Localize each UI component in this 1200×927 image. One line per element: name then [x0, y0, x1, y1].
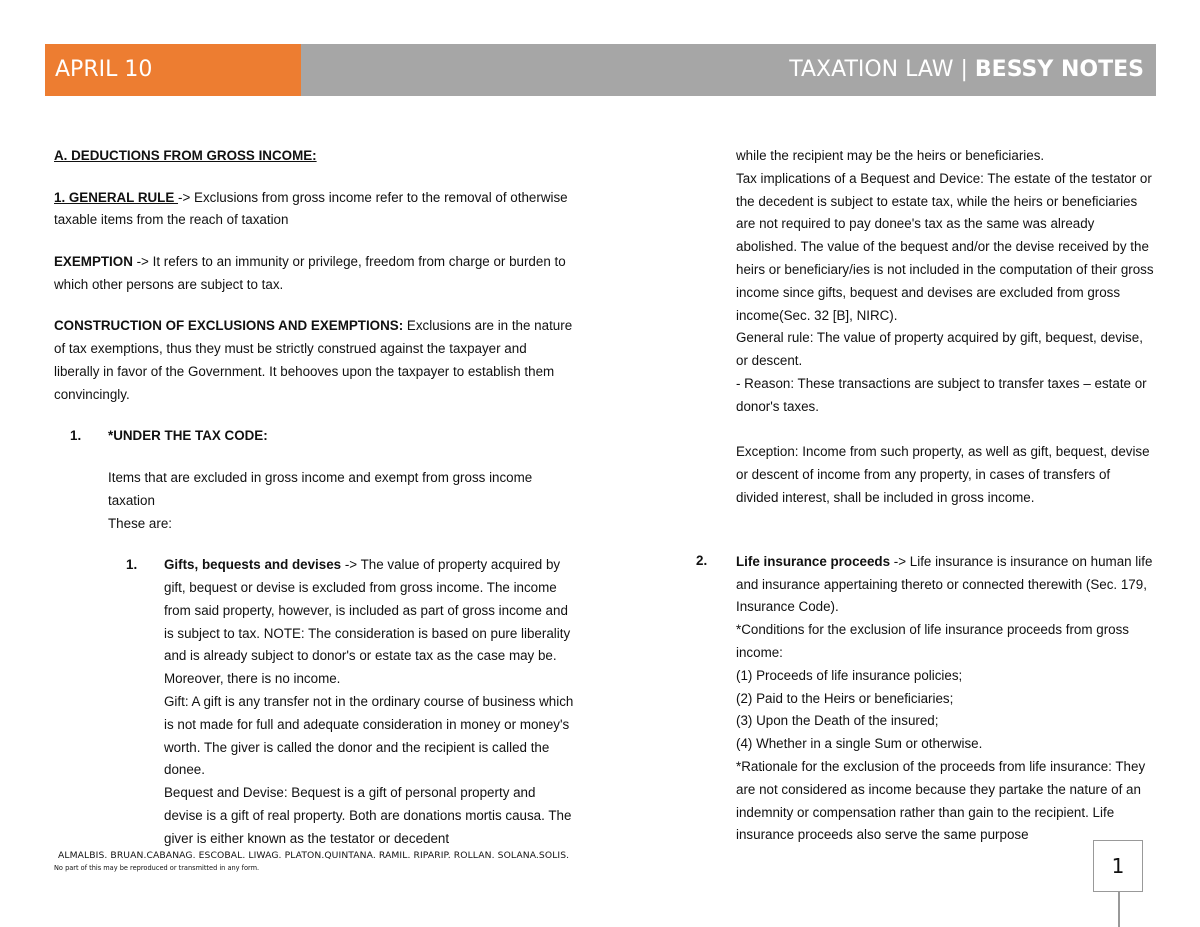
list-item-gifts — [54, 554, 574, 850]
life-insurance-title: Life insurance proceeds — [736, 553, 891, 569]
gifts-paragraph — [164, 554, 574, 691]
life-insurance-text: -> Life insurance is insurance on human life and insurance appertaining thereto or connected therewith (Sec. 179, Insurance Code). — [736, 553, 1153, 615]
recipient-text: while the recipient may be the heirs or beneficiaries. — [736, 148, 1045, 163]
exemption-label: EXEMPTION — [54, 253, 133, 269]
general-rule-text: -> Exclusions from gross income refer to the removal of otherwise taxable items from the reach of taxation — [54, 189, 568, 228]
reason-text: - Reason: These transactions are subject to transfer taxes – estate or donor's taxes. — [736, 375, 1147, 414]
list-number-life-insurance: 2. — [696, 553, 708, 568]
list-number: 1. — [70, 428, 82, 444]
rationale-text: *Rationale for the exclusion of the proceeds from life insurance: They are not considered as income because they partake the nature of an indemnity or compensation rather than gain to the recipient. Life insurance proceeds also serve the same purpose — [736, 758, 1146, 843]
condition-1: (1) Proceeds of life insurance policies; — [736, 667, 963, 683]
page-number-line — [1118, 892, 1120, 927]
excluded-items-text: Items that are excluded in gross income and exempt from gross income taxation — [108, 469, 533, 508]
construction-label: CONSTRUCTION OF EXCLUSIONS AND EXEMPTIONS: — [54, 318, 404, 334]
list-item-title: *UNDER THE TAX CODE: — [108, 428, 268, 444]
gifts-text: -> The value of property acquired by gift, bequest or devise is excluded from gross income. The income from said property, however, is included as part of gross income and is subject to tax. NOTE: The consideration is based on pure liberality and is already subject to donor's or estate tax as the case may be. Moreover, there is no income. — [164, 557, 571, 687]
gift-definition: Gift: A gift is any transfer not in the ordinary course of business which is not made for full and adequate consideration in money or money's worth. The giver is called the donor and the recipient is called the donee. — [164, 693, 574, 778]
list-item-tax-code — [54, 425, 574, 448]
header-date: APRIL 10 — [45, 44, 301, 96]
left-column — [54, 145, 574, 851]
condition-2: (2) Paid to the Heirs or beneficiaries; — [736, 690, 954, 706]
exception-text: Exception: Income from such property, as well as gift, bequest, devise or descent of income from any property, in cases of transfers of divided interest, shall be included in gross income. — [736, 444, 1150, 505]
construction-paragraph — [54, 315, 574, 406]
general-rule-paragraph — [54, 187, 574, 233]
exemption-text: -> It refers to an immunity or privilege, freedom from charge or burden to which other persons are subject to tax. — [54, 253, 566, 292]
page-number: 1 — [1093, 840, 1143, 892]
sublist-number: 1. — [126, 557, 138, 573]
footer-notice: No part of this may be reproduced or transmitted in any form. — [54, 864, 260, 872]
header-title-prefix: TAXATION LAW | — [789, 57, 975, 82]
gifts-title: Gifts, bequests and devises — [164, 557, 342, 573]
exemption-paragraph — [54, 251, 574, 297]
general-rule-text-right: General rule: The value of property acquired by gift, bequest, devise, or descent. — [736, 330, 1143, 369]
bequest-definition: Bequest and Devise: Bequest is a gift of personal property and devise is a gift of real property. Both are donations mortis causa. The giver is either known as the testator or decedent — [164, 785, 572, 846]
these-are-text: These are: — [108, 515, 173, 531]
section-heading: A. DEDUCTIONS FROM GROSS INCOME: — [54, 148, 317, 163]
condition-3: (3) Upon the Death of the insured; — [736, 713, 939, 729]
conditions-text: *Conditions for the exclusion of life insurance proceeds from gross income: — [736, 622, 1129, 660]
header-title — [301, 44, 1156, 96]
construction-text: Exclusions are in the nature of tax exemptions, thus they must be strictly construed against the taxpayer and liberally in favor of the Government. It behooves upon the taxpayer to establish them convincingly. — [54, 318, 573, 402]
right-column — [736, 145, 1156, 847]
life-insurance-paragraph — [736, 551, 1156, 619]
footer-authors: ALMALBIS. BRUAN.CABANAG. ESCOBAL. LIWAG. PLATON.QUINTANA. RAMIL. RIPARIP. ROLLAN. SOLANA.SOLIS. — [58, 850, 570, 861]
general-rule-label: 1. GENERAL RULE — [54, 189, 179, 205]
header-title-bold: BESSY NOTES — [974, 57, 1144, 82]
tax-implications-text: Tax implications of a Bequest and Device: The estate of the testator or the decedent is subject to estate tax, while the heirs or beneficiaries are not required to pay donee's tax as the same was already abolished. The value of the bequest and/or the devise received by the heirs or beneficiary/ies is not included in the computation of their gross income since gifts, bequest and devises are excluded from gross income(Sec. 32 [B], NIRC). — [736, 170, 1154, 323]
condition-4: (4) Whether in a single Sum or otherwise. — [736, 736, 983, 752]
